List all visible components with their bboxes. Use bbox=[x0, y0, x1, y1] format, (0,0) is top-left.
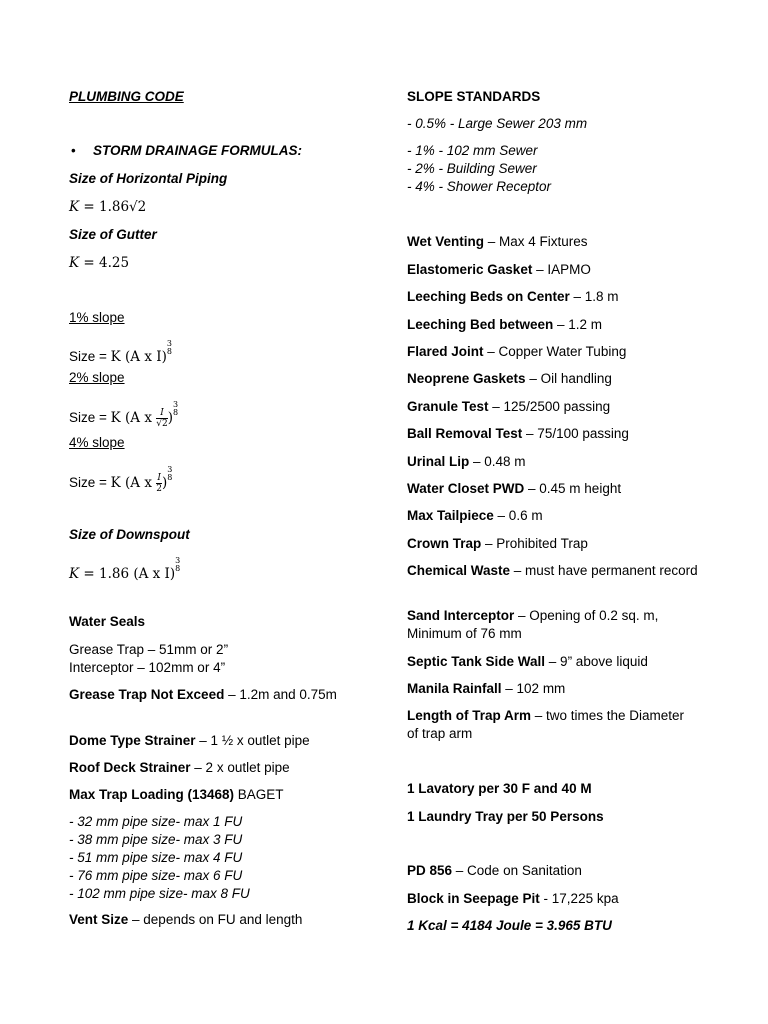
code-item-sand-interceptor: Sand Interceptor – Opening of 0.2 sq. m, Minimum of 76 mm bbox=[407, 608, 659, 641]
slope-2-formula: Size = K (A x $\frac{I}{√2}$ ) 3 8 bbox=[69, 400, 179, 429]
water-seals-heading: Water Seals bbox=[69, 614, 146, 629]
downspout-heading: Size of Downspout bbox=[69, 527, 190, 542]
code-item-manila-rainfall: Manila Rainfall – 102 mm bbox=[407, 681, 566, 696]
storm-drainage-bullet-item bbox=[69, 142, 369, 160]
code-item-length-of-trap-arm: Length of Trap Arm – two times the Diameter of trap arm bbox=[407, 708, 685, 741]
max-trap-loading: Max Trap Loading (13468) BAGET bbox=[69, 787, 284, 802]
interceptor-line: Interceptor – 102mm or 4” bbox=[69, 660, 226, 675]
storm-drainage-heading: STORM DRAINAGE FORMULAS: bbox=[93, 143, 302, 158]
grease-trap-line: Grease Trap – 51mm or 2” bbox=[69, 642, 229, 657]
code-item-leeching-beds-center: Leeching Beds on Center – 1.8 m bbox=[407, 289, 619, 304]
code-item-septic-tank-side-wall: Septic Tank Side Wall – 9” above liquid bbox=[407, 654, 648, 669]
pd-856: PD 856 – Code on Sanitation bbox=[407, 863, 582, 878]
block-in-seepage-pit: Block in Seepage Pit - 17,225 kpa bbox=[407, 891, 619, 906]
roof-deck-strainer: Roof Deck Strainer – 2 x outlet pipe bbox=[69, 760, 290, 775]
fu-list-item: - 51 mm pipe size- max 4 FU bbox=[69, 850, 243, 865]
slope-standard-item: - 1% - 102 mm Sewer bbox=[407, 143, 538, 158]
lavatory-rule: 1 Lavatory per 30 F and 40 M bbox=[407, 781, 592, 796]
plumbing-code-title: PLUMBING CODE bbox=[69, 89, 184, 104]
dome-type-strainer: Dome Type Strainer – 1 ½ x outlet pipe bbox=[69, 733, 310, 748]
slope-standard-item: - 4% - Shower Receptor bbox=[407, 179, 552, 194]
grease-trap-not-exceed: Grease Trap Not Exceed – 1.2m and 0.75m bbox=[69, 687, 337, 702]
code-item-ball-removal-test: Ball Removal Test – 75/100 passing bbox=[407, 426, 629, 441]
fu-list-item: - 102 mm pipe size- max 8 FU bbox=[69, 886, 250, 901]
bullet-icon: • bbox=[71, 143, 76, 158]
kcal-conversion: 1 Kcal = 4184 Joule = 3.965 BTU bbox=[407, 918, 612, 933]
slope-4-formula: Size = K (A x $\frac{I}{2}$ ) 3 8 bbox=[69, 465, 173, 494]
slope-standards-heading: SLOPE STANDARDS bbox=[407, 89, 541, 104]
code-item-neoprene-gaskets: Neoprene Gaskets – Oil handling bbox=[407, 371, 612, 386]
code-item-elastomeric-gasket: Elastomeric Gasket – IAPMO bbox=[407, 262, 591, 277]
slope-1-formula: Size = K (A x I) 3 8 bbox=[69, 339, 172, 365]
code-item-water-closet-pwd: Water Closet PWD – 0.45 m height bbox=[407, 481, 622, 496]
horizontal-piping-formula: K = 1.86√2 bbox=[69, 199, 147, 215]
code-item-chemical-waste: Chemical Waste – must have permanent record bbox=[407, 563, 698, 578]
code-item-max-tailpiece: Max Tailpiece – 0.6 m bbox=[407, 508, 543, 523]
gutter-heading: Size of Gutter bbox=[69, 227, 157, 242]
slope-standard-item: - 0.5% - Large Sewer 203 mm bbox=[407, 116, 588, 131]
laundry-tray-rule: 1 Laundry Tray per 50 Persons bbox=[407, 809, 604, 824]
code-item-flared-joint: Flared Joint – Copper Water Tubing bbox=[407, 344, 627, 359]
fu-list-item: - 32 mm pipe size- max 1 FU bbox=[69, 814, 243, 829]
code-item-leeching-bed-between: Leeching Bed between – 1.2 m bbox=[407, 317, 603, 332]
code-item-crown-trap: Crown Trap – Prohibited Trap bbox=[407, 536, 588, 551]
vent-size: Vent Size – depends on FU and length bbox=[69, 912, 303, 927]
slope-1-label: 1% slope bbox=[69, 310, 125, 325]
horizontal-piping-heading: Size of Horizontal Piping bbox=[69, 171, 228, 186]
slope-standard-item: - 2% - Building Sewer bbox=[407, 161, 537, 176]
code-item-granule-test: Granule Test – 125/2500 passing bbox=[407, 399, 611, 414]
gutter-formula: K = 4.25 bbox=[69, 255, 130, 271]
fu-list-item: - 76 mm pipe size- max 6 FU bbox=[69, 868, 243, 883]
downspout-formula: K = 1.86 (A x I) 3 8 bbox=[69, 556, 181, 582]
code-item-wet-venting: Wet Venting – Max 4 Fixtures bbox=[407, 234, 588, 249]
slope-4-label: 4% slope bbox=[69, 435, 125, 450]
code-item-urinal-lip: Urinal Lip – 0.48 m bbox=[407, 454, 526, 469]
slope-2-label: 2% slope bbox=[69, 370, 125, 385]
fu-list-item: - 38 mm pipe size- max 3 FU bbox=[69, 832, 243, 847]
